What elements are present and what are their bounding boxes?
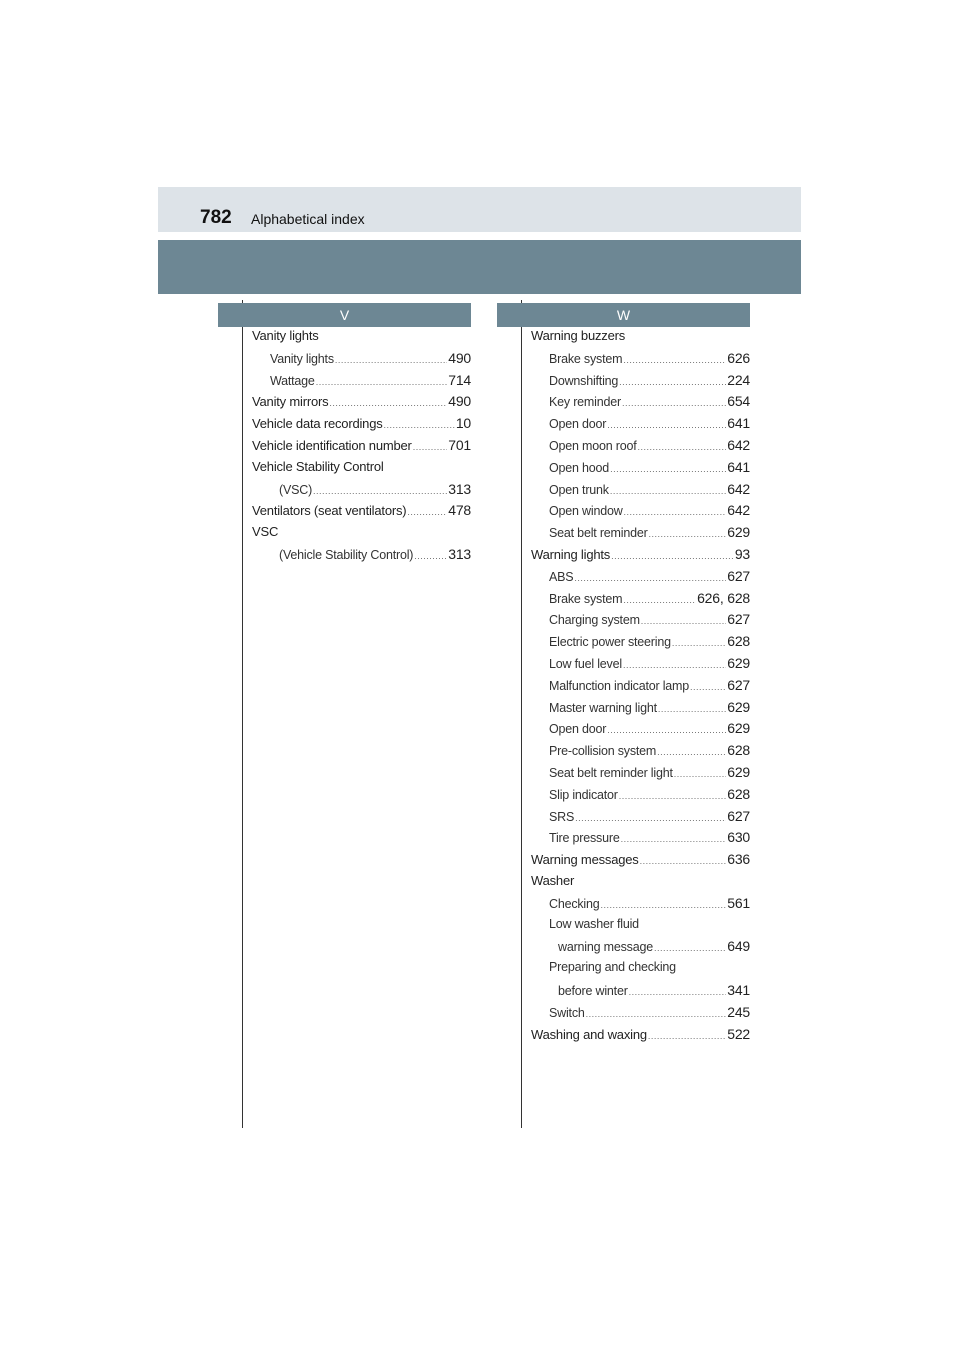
dot-leader — [629, 987, 727, 997]
dot-leader — [607, 725, 726, 735]
index-entry-label: Seat belt reminder light — [549, 765, 673, 780]
dot-leader — [610, 486, 726, 496]
index-entry-label: warning message — [558, 940, 653, 955]
index-entry-label: Slip indicator — [549, 787, 618, 802]
index-entry — [531, 437, 750, 459]
index-entry-label: Charging system — [549, 613, 640, 628]
index-entry-label: Checking — [549, 896, 600, 911]
index-entry-page[interactable]: 641 — [727, 415, 750, 432]
dot-leader — [649, 529, 727, 539]
dot-leader — [624, 507, 727, 517]
index-entry-label: Ventilators (seat ventilators) — [252, 503, 407, 519]
index-entry — [531, 372, 750, 394]
index-entry-page[interactable]: 627 — [727, 611, 750, 628]
index-entry — [252, 372, 471, 394]
index-entry-page[interactable]: 478 — [448, 502, 471, 519]
index-entry-page[interactable]: 313 — [448, 480, 471, 497]
index-entry-label: Washer — [531, 872, 575, 888]
index-entry — [531, 350, 750, 372]
index-entry-page[interactable]: 490 — [448, 393, 471, 410]
index-entry-label: Open door — [549, 722, 607, 737]
index-entry — [252, 524, 471, 546]
index-entry-label: Open moon roof — [549, 438, 637, 453]
dot-leader — [654, 943, 726, 953]
index-entry-label: Switch — [549, 1005, 585, 1020]
index-entry-page[interactable]: 636 — [727, 851, 750, 868]
index-entry-page[interactable]: 341 — [727, 981, 750, 998]
dot-leader — [657, 747, 726, 757]
index-entry-page[interactable]: 714 — [448, 371, 471, 388]
index-entry — [252, 459, 471, 481]
dot-leader — [329, 398, 447, 408]
index-entry — [531, 1004, 750, 1026]
dot-leader — [586, 1009, 727, 1019]
index-entry — [531, 960, 750, 982]
index-entry-page[interactable]: 649 — [727, 938, 750, 955]
index-entry-page[interactable]: 627 — [727, 676, 750, 693]
dot-leader — [316, 377, 448, 387]
index-entry-page[interactable]: 627 — [727, 567, 750, 584]
index-entry — [531, 764, 750, 786]
index-entry — [531, 481, 750, 503]
dot-leader — [640, 856, 727, 866]
index-entry-label: (VSC) — [279, 482, 313, 497]
index-entry-label: Vanity lights — [252, 328, 319, 343]
index-entry-label: Warning messages — [531, 852, 639, 868]
index-entry — [531, 633, 750, 655]
dot-leader — [674, 769, 726, 779]
dot-leader — [641, 616, 726, 626]
index-entry-label: Vehicle identification number — [252, 437, 412, 453]
index-entry-label: Warning buzzers — [531, 328, 626, 343]
index-entry-label: Key reminder — [549, 395, 621, 410]
index-entry-page[interactable]: 626, 628 — [697, 589, 750, 606]
index-entry — [531, 568, 750, 590]
dot-leader — [648, 1031, 726, 1041]
index-entry-label: (Vehicle Stability Control) — [279, 547, 414, 562]
index-entry-label: VSC — [252, 524, 279, 540]
dot-leader — [414, 551, 447, 561]
index-entry-page[interactable]: 629 — [727, 720, 750, 737]
dot-leader — [575, 813, 726, 823]
index-entry-page[interactable]: 490 — [448, 349, 471, 366]
index-entry — [531, 982, 750, 1004]
index-entry-label: Open window — [549, 504, 623, 519]
index-entry — [252, 481, 471, 503]
index-entry-page[interactable]: 641 — [727, 458, 750, 475]
section-letter-v: V — [218, 303, 471, 327]
index-entry — [531, 502, 750, 524]
index-column-w — [531, 328, 750, 1047]
index-entry — [531, 677, 750, 699]
index-entry — [531, 415, 750, 437]
index-entry — [531, 851, 750, 873]
index-entry — [252, 350, 471, 372]
dot-leader — [621, 834, 727, 844]
index-entry-label: Brake system — [549, 351, 623, 366]
dot-leader — [622, 398, 726, 408]
index-entry — [531, 873, 750, 895]
index-entry — [531, 1026, 750, 1048]
dot-leader — [384, 420, 455, 430]
index-entry-page[interactable]: 93 — [734, 545, 750, 562]
index-entry-page[interactable]: 224 — [727, 371, 750, 388]
dot-leader — [619, 377, 726, 387]
index-entry-label: SRS — [549, 809, 575, 824]
index-entry-label: Electric power steering — [549, 635, 671, 650]
index-entry-label: Open hood — [549, 460, 610, 475]
index-entry — [531, 590, 750, 612]
column-divider-middle — [521, 300, 522, 1128]
index-entry-page[interactable]: 245 — [727, 1003, 750, 1020]
dot-leader — [313, 486, 447, 496]
index-entry — [531, 742, 750, 764]
index-entry-page[interactable]: 313 — [448, 545, 471, 562]
index-entry-label: Seat belt reminder — [549, 526, 648, 541]
index-entry-label: Low fuel level — [549, 656, 622, 671]
section-letter-w: W — [497, 303, 750, 327]
index-entry-label: Brake system — [549, 591, 623, 606]
index-entry-label: Vanity mirrors — [252, 394, 329, 410]
index-entry-page[interactable]: 628 — [727, 742, 750, 759]
index-entry-page[interactable]: 630 — [727, 829, 750, 846]
index-entry — [531, 459, 750, 481]
index-entry-label: Vehicle data recordings — [252, 416, 383, 432]
index-entry-page[interactable]: 642 — [727, 436, 750, 453]
index-entry — [531, 393, 750, 415]
dot-leader — [658, 704, 726, 714]
dot-leader — [601, 900, 727, 910]
index-entry-label: Vehicle Stability Control — [252, 458, 384, 474]
index-entry-page[interactable]: 642 — [727, 502, 750, 519]
index-entry-page[interactable]: 522 — [727, 1025, 750, 1042]
index-entry-label: Low washer fluid — [549, 916, 639, 931]
dot-leader — [619, 791, 726, 801]
index-entry-page[interactable]: 628 — [727, 633, 750, 650]
index-entry-label: before winter — [558, 983, 628, 998]
dot-leader — [607, 420, 726, 430]
index-entry-label: Pre-collision system — [549, 744, 657, 759]
dot-leader — [672, 638, 726, 648]
index-entry — [531, 917, 750, 939]
index-entry-page[interactable]: 629 — [727, 654, 750, 671]
index-entry-page[interactable]: 629 — [727, 524, 750, 541]
index-entry-page[interactable]: 561 — [727, 894, 750, 911]
index-entry — [252, 328, 471, 350]
index-entry-page[interactable]: 654 — [727, 393, 750, 410]
index-entry — [531, 524, 750, 546]
page-number: 782 — [200, 207, 232, 228]
index-column-v — [252, 328, 471, 568]
dot-leader — [623, 595, 696, 605]
index-entry — [531, 938, 750, 960]
dot-leader — [610, 464, 726, 474]
index-entry — [252, 415, 471, 437]
dot-leader — [638, 442, 727, 452]
page-title: Alphabetical index — [251, 211, 365, 227]
index-entry-page[interactable]: 629 — [727, 698, 750, 715]
index-entry-page[interactable]: 629 — [727, 763, 750, 780]
column-divider-left — [242, 300, 243, 1128]
index-entry-label: Open door — [549, 417, 607, 432]
index-entry — [531, 699, 750, 721]
index-entry-label: Vanity lights — [270, 351, 334, 366]
index-entry — [252, 393, 471, 415]
index-entry — [531, 720, 750, 742]
index-entry — [531, 895, 750, 917]
index-entry — [531, 786, 750, 808]
index-entry — [252, 437, 471, 459]
index-entry-label: Tire pressure — [549, 831, 620, 846]
index-entry — [531, 328, 750, 350]
index-entry — [252, 546, 471, 568]
index-entry-page[interactable]: 701 — [448, 436, 471, 453]
dot-leader — [690, 682, 726, 692]
index-entry-label: Warning lights — [531, 546, 611, 562]
dot-leader — [623, 660, 726, 670]
index-entry-page[interactable]: 10 — [455, 415, 471, 432]
dot-leader — [407, 507, 447, 517]
index-entry-page[interactable]: 642 — [727, 480, 750, 497]
index-entry — [531, 655, 750, 677]
index-entry-label: Preparing and checking — [549, 960, 676, 975]
dot-leader — [611, 551, 734, 561]
dot-leader — [623, 355, 726, 365]
index-entry-label: Wattage — [270, 373, 315, 388]
index-entry-label: Open trunk — [549, 482, 609, 497]
index-entry — [252, 502, 471, 524]
index-entry — [531, 808, 750, 830]
dot-leader — [335, 355, 447, 365]
index-entry-page[interactable]: 626 — [727, 349, 750, 366]
dot-leader — [413, 442, 448, 452]
index-entry — [531, 546, 750, 568]
index-entry-page[interactable]: 628 — [727, 785, 750, 802]
dot-leader — [574, 573, 726, 583]
index-entry-label: Washing and waxing — [531, 1026, 647, 1042]
index-entry-page[interactable]: 627 — [727, 807, 750, 824]
index-entry-label: Malfunction indicator lamp — [549, 678, 690, 693]
index-entry-label: Master warning light — [549, 700, 657, 715]
index-entry — [531, 611, 750, 633]
index-entry — [531, 829, 750, 851]
header-band — [158, 240, 801, 294]
index-entry-label: Downshifting — [549, 373, 619, 388]
index-entry-label: ABS — [549, 569, 574, 584]
